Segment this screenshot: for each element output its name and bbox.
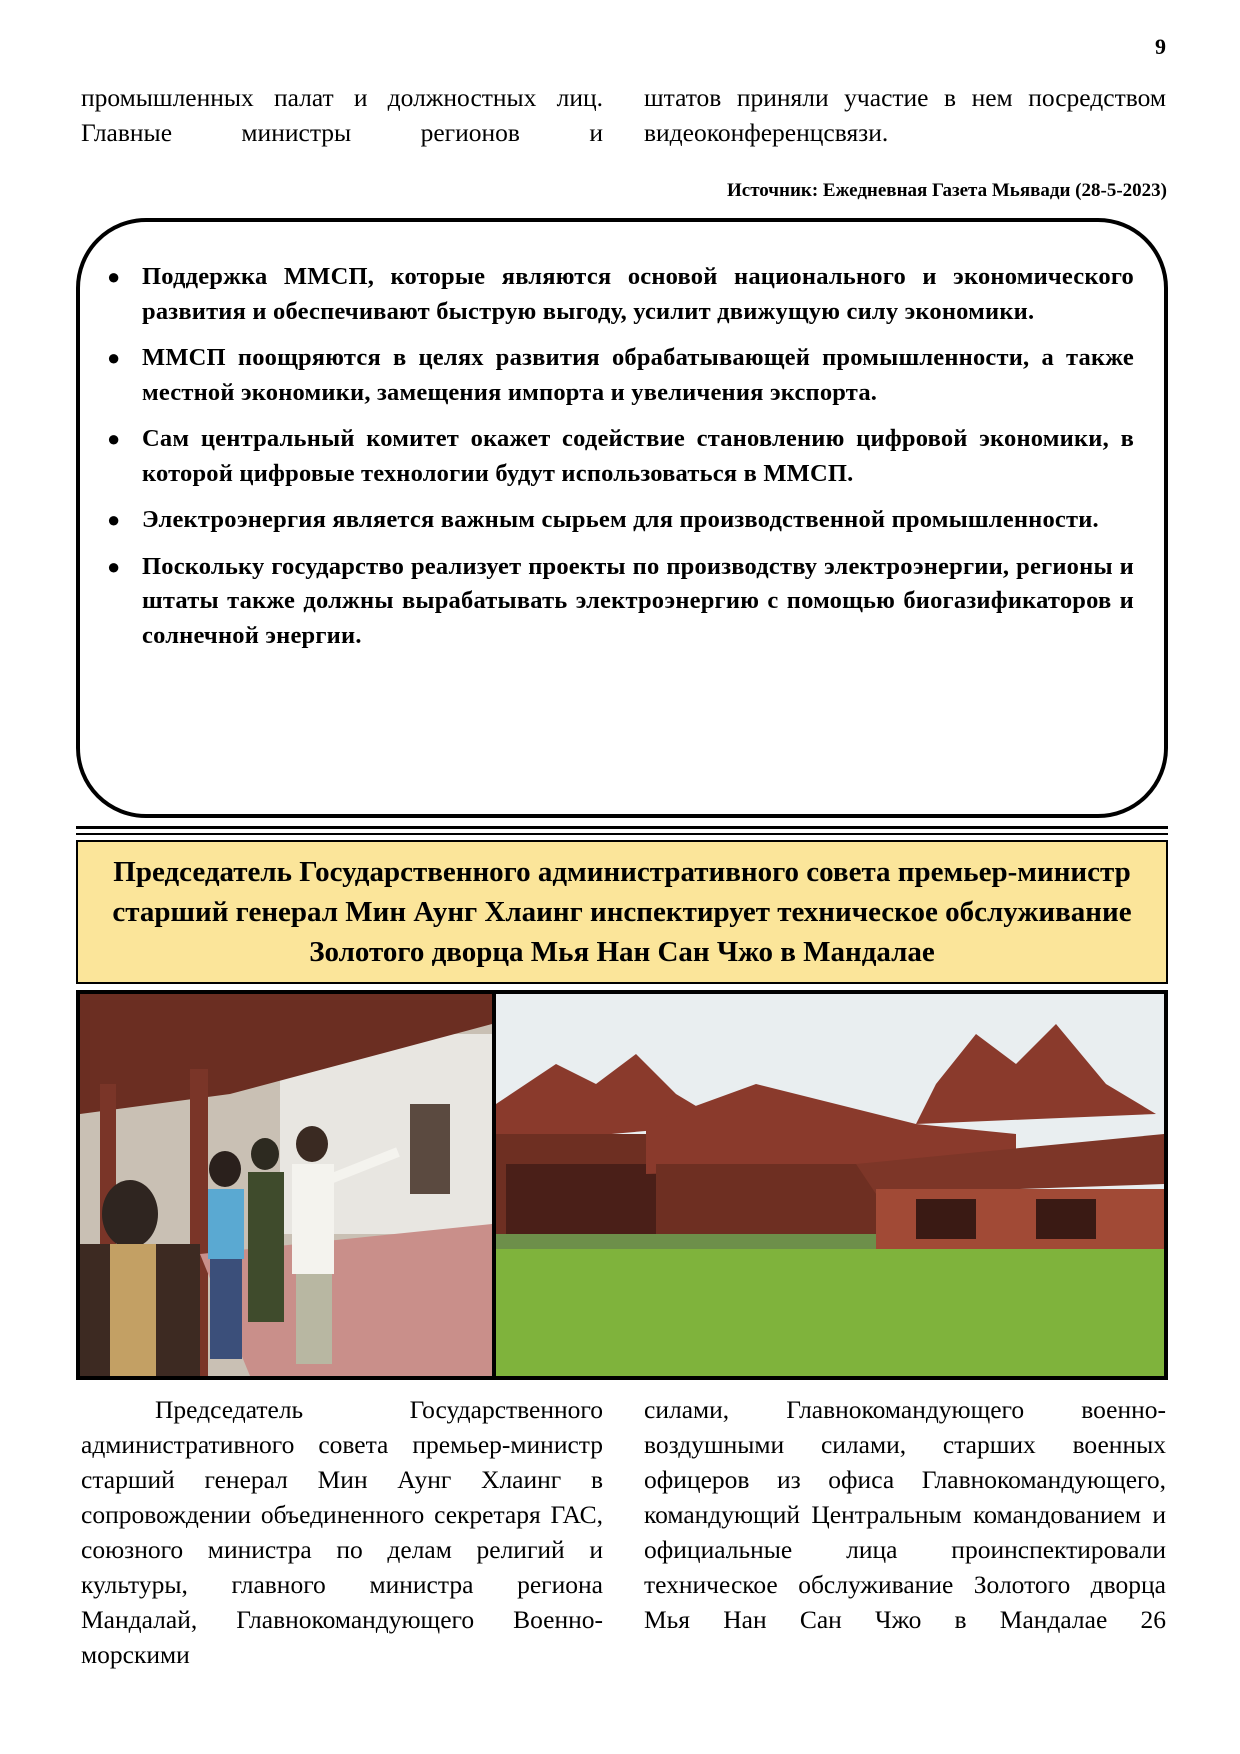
summary-bullet-item	[107, 550, 1134, 654]
summary-bullet-item	[107, 260, 1134, 329]
photo-strip	[76, 990, 1168, 1380]
bottom-left-column	[81, 1392, 603, 1672]
summary-bullet-text: Поддержка ММСП, которые являются основой национального и экономического развития и обеспечивают быструю выгоду, усилит движущую силу экономики.	[142, 263, 1134, 325]
summary-bullet-item	[107, 341, 1134, 410]
bottom-columns	[81, 1392, 1166, 1672]
summary-callout-box	[76, 218, 1168, 818]
section-divider-thick	[76, 826, 1168, 829]
inspection-group-illustration	[80, 994, 492, 1376]
summary-bullet-item	[107, 503, 1134, 538]
bottom-right-column: силами, Главнокомандующего военно-воздушными силами, старших военных офицеров из офиса Главнокомандующего, командующий Центральным командованием и официальные лица проинспектировали техническое обслуживание Золотого дворца Мья Нан Сан Чжо в Мандалае 26	[644, 1395, 1166, 1634]
bottom-left-text: Председатель Государственного административного совета премьер-министр старший генерал Мин Аунг Хлаинг в сопровождении объединенного секретаря ГАС, союзного министра по делам религий и культуры, главного министра региона Мандалай, Главнокомандующего Военно-морскими	[81, 1395, 603, 1669]
bullet-icon: ●	[107, 426, 121, 451]
summary-bullet-text: ММСП поощряются в целях развития обрабатывающей промышленности, а также местной экономики, замещения импорта и увеличения экспорта.	[142, 344, 1134, 406]
summary-bullet-text: Электроэнергия является важным сырьем для производственной промышленности.	[142, 506, 1099, 533]
bullet-icon: ●	[107, 553, 121, 579]
headline-banner	[76, 840, 1168, 984]
source-citation: Источник: Ежедневная Газета Мьявади (28-5-2023)	[727, 180, 1167, 201]
summary-bullet-list	[107, 260, 1134, 665]
top-columns	[81, 80, 1166, 150]
summary-bullet-text: Поскольку государство реализует проекты по производству электроэнергии, регионы и штаты также должны вырабатывать электроэнергию с помощью биогазификаторов и солнечной энергии.	[142, 552, 1134, 649]
inspection-group-photo	[80, 994, 492, 1376]
top-right-column: штатов приняли участие в нем посредством видеоконференцсвязи.	[644, 83, 1166, 147]
article-headline: Председатель Государственного административного совета премьер-министр старший генерал Мин Аунг Хлаинг инспектирует техническое обслуживание Золотого дворца Мья Нан Сан Чжо в Мандалае	[112, 856, 1132, 968]
section-divider-thin	[76, 833, 1168, 835]
golden-palace-photo	[496, 994, 1164, 1376]
top-left-column: промышленных палат и должностных лиц. Главные министры регионов и	[81, 83, 603, 147]
summary-bullet-item	[107, 422, 1134, 491]
page-number: 9	[1155, 34, 1166, 59]
bullet-icon: ●	[107, 264, 121, 289]
bullet-icon: ●	[107, 507, 121, 532]
summary-bullet-text: Сам центральный комитет окажет содействие становлению цифровой экономики, в которой цифровые технологии будут использоваться в ММСП.	[142, 425, 1134, 487]
palace-building-illustration	[496, 994, 1164, 1376]
bullet-icon: ●	[107, 345, 121, 370]
